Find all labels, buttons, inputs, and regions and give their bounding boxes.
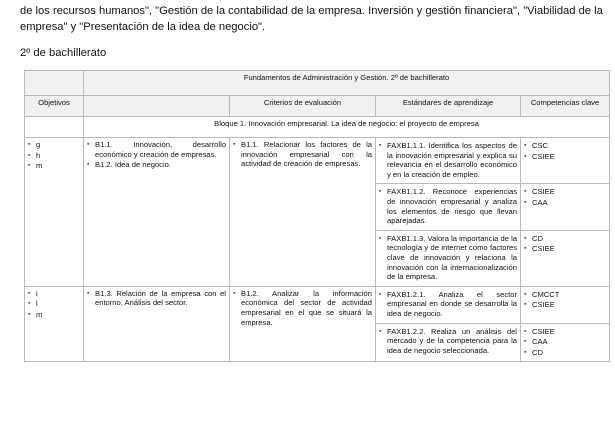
contenidos-cell — [84, 286, 230, 362]
competencias-cell — [521, 184, 610, 230]
contenido-item: ▪ B1.2. Idea de negocio. — [87, 160, 226, 170]
header-competencias: Competencias clave — [521, 96, 610, 117]
competencia-item: ▪ CMCCT — [524, 290, 606, 300]
estandar-cell — [376, 230, 521, 286]
estandar-cell — [376, 286, 521, 323]
course-heading: 2º de bachillerato — [20, 47, 107, 59]
criterios-cell — [230, 286, 376, 362]
competencias-cell — [521, 138, 610, 184]
contenidos-cell — [84, 138, 230, 287]
estandar-item: ▪ FAXB1.1.1. Identifica los aspectos de la innovación empresarial y explica su relevancia en el desarrollo económico y en la creación de empleo. — [379, 141, 517, 179]
curriculum-table — [24, 70, 610, 362]
competencia-item: ▪ CSIEE — [524, 244, 606, 254]
competencia-item: ▪ CD — [524, 234, 606, 244]
criterios-cell — [230, 138, 376, 287]
competencia-item: ▪ CSC — [524, 141, 606, 151]
objetivo-item: ▪ l — [28, 299, 80, 309]
objetivo-item: ▪ m — [28, 161, 80, 171]
objetivos-cell — [25, 138, 84, 287]
intro-paragraph: de los recursos humanos", "Gestión de la contabilidad de la empresa. Inversión y gestión financiera", "Viabilidad de la empresa" y "Presentación de la idea de negocio". — [20, 5, 603, 33]
block-title: Bloque 1. Innovación empresarial. La idea de negocio: el proyecto de empresa — [84, 117, 610, 138]
competencia-item: ▪ CSIEE — [524, 300, 606, 310]
estandar-cell — [376, 323, 521, 362]
objetivo-item: ▪ h — [28, 151, 80, 161]
block-left-cell — [25, 117, 84, 138]
objetivo-item: ▪ g — [28, 140, 80, 150]
competencias-cell — [521, 286, 610, 323]
header-estandares: Estándares de aprendizaje — [376, 96, 521, 117]
estandar-cell — [376, 138, 521, 184]
contenido-item: ▪ B1.3. Relación de la empresa con el entorno. Análisis del sector. — [87, 289, 226, 308]
estandar-item: ▪ FAXB1.2.1. Analiza el sector empresarial en donde se desarrolla la idea de negocio. — [379, 290, 517, 319]
objetivo-item: ▪ m — [28, 310, 80, 320]
objetivos-cell — [25, 286, 84, 362]
header-contenidos — [84, 96, 230, 117]
estandar-cell — [376, 184, 521, 230]
criterio-item: ▪ B1.1. Relacionar los factores de la innovación empresarial con la actividad de creación de empresas. — [233, 140, 372, 169]
table-row — [25, 138, 610, 184]
estandar-item: ▪ FAXB1.1.2. Reconoce experiencias de innovación empresarial y analiza los elementos de riesgo que llevan aparejadas. — [379, 187, 517, 225]
contenido-item: ▪ B1.1. Innovación, desarrollo económico y creación de empresas. — [87, 140, 226, 159]
criterio-item: ▪ B1.2. Analizar la información económica del sector de actividad empresarial en el que se situará la empresa. — [233, 289, 372, 327]
competencia-item: ▪ CSIEE — [524, 327, 606, 337]
competencia-item: ▪ CAA — [524, 198, 606, 208]
estandar-item: ▪ FAXB1.1.3. Valora la importancia de la tecnología y de internet como factores clave de innovación y relaciona la innovación con la internacionalización de la empresa. — [379, 234, 517, 282]
table-corner-cell — [25, 71, 84, 96]
competencias-cell — [521, 230, 610, 286]
objetivo-item: ▪ i — [28, 289, 80, 299]
header-criterios: Criterios de evaluación — [230, 96, 376, 117]
table-row — [25, 286, 610, 323]
competencia-item: ▪ CD — [524, 348, 606, 358]
competencia-item: ▪ CSIEE — [524, 152, 606, 162]
table-title: Fundamentos de Administración y Gestión. 2º de bachillerato — [84, 71, 610, 96]
competencia-item: ▪ CSIEE — [524, 187, 606, 197]
competencia-item: ▪ CAA — [524, 337, 606, 347]
estandar-item: ▪ FAXB1.2.2. Realiza un análisis del mercado y de la competencia para la idea de negocio seleccionada. — [379, 327, 517, 356]
competencias-cell — [521, 323, 610, 362]
header-objetivos: Objetivos — [25, 96, 84, 117]
